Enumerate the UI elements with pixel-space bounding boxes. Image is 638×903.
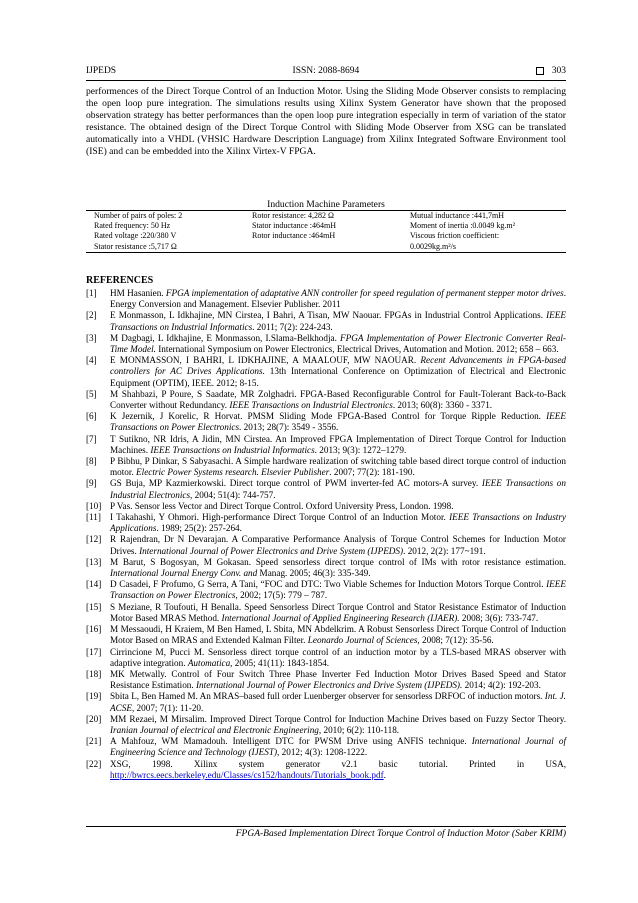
running-header xyxy=(86,66,566,76)
table-row xyxy=(86,242,566,252)
table-cell: Viscous friction coefficient: xyxy=(410,231,500,241)
reference-details: 2004; 51(4): 744-757. xyxy=(192,489,276,500)
reference-text xyxy=(110,478,566,500)
parameters-table xyxy=(86,210,566,253)
reference-italic: Int. J. ACSE xyxy=(110,691,566,713)
reference-item xyxy=(86,478,566,500)
reference-text xyxy=(110,333,566,355)
table-cell: Stator inductance :464mH xyxy=(252,221,336,231)
table-cell: Number of pairs of poles: 2 xyxy=(94,211,183,220)
reference-number: [4] xyxy=(86,355,97,366)
reference-italic: Automatica xyxy=(187,657,231,668)
references-heading: REFERENCES xyxy=(86,275,154,286)
reference-number: [10] xyxy=(86,500,102,511)
reference-number: [16] xyxy=(86,624,102,635)
table-row xyxy=(86,211,566,221)
reference-details: 13th International Conference on Optimization of Electrical and Electronic Equipment (OPTIM), IEEE. 2012; 8-15. xyxy=(110,366,566,388)
table-cell: 0.0029kg.m²/s xyxy=(410,241,456,251)
reference-item xyxy=(86,647,566,669)
table-cell xyxy=(244,242,402,252)
reference-item xyxy=(86,759,566,781)
reference-item xyxy=(86,288,566,310)
reference-number: [13] xyxy=(86,556,102,567)
reference-item xyxy=(86,557,566,579)
reference-text xyxy=(110,512,566,534)
reference-authors-title: P Vas. Sensor less Vector and Direct Torque Control. Oxford University Press, London. 1998. xyxy=(110,500,454,511)
reference-details: Manag. 2005; 46(3): 335-349. xyxy=(257,568,371,579)
reference-number: [8] xyxy=(86,456,97,467)
reference-authors-title: M Barut, S Bogosyan, M Gokasan. Speed sensorless direct torque control of IMs with rotor resistance estimation. xyxy=(110,556,566,567)
reference-details: 2014; 4(2): 192-203. xyxy=(462,680,541,691)
reference-italic: IEEE Transactions on Industrial Informatics xyxy=(110,310,566,332)
reference-details: , 2002; 17(5): 779 – 787. xyxy=(235,590,328,601)
journal-name: IJPEDS xyxy=(86,66,117,76)
footer-rule xyxy=(86,826,566,827)
reference-item xyxy=(86,579,566,601)
reference-italic: Recent Advancements in FPGA-based controllers for AC Drives Applications. xyxy=(110,355,566,377)
reference-italic: International Journal Energy Conv. and xyxy=(110,568,258,579)
reference-details: . 2012, 2(2): 177~191. xyxy=(403,545,486,556)
table-cell: Rated voltage :220/380 V xyxy=(94,231,177,241)
reference-authors-title: MM Rezaei, M Mirsalim. Improved Direct Torque Control for Induction Machine Drives based on Fuzzy Sector Theory. xyxy=(110,713,566,724)
reference-italic: International Journal of Applied Engineering Research (IJAER). xyxy=(221,612,460,623)
table-title: Induction Machine Parameters xyxy=(267,199,385,210)
reference-italic: International Journal of Engineering Science and Technology (IJEST) xyxy=(110,736,566,758)
reference-text xyxy=(110,669,566,691)
reference-text xyxy=(110,501,566,512)
reference-authors-title: E Monmasson, L Idkhajine, MN Cirstea, I Bahri, A Tisan, MW Naouar. FPGAs in Industrial Control Applications. xyxy=(110,310,547,321)
table-row xyxy=(86,221,566,231)
reference-details: , 2005; 41(11): 1843-1854. xyxy=(230,657,330,668)
reference-italic: FPGA Implementation of Power Electronic Converter Real-Time Model. xyxy=(110,332,566,355)
reference-details: . 1989; 25(2): 257-264. xyxy=(156,523,242,534)
reference-authors-title: Cirrincione M, Pucci M. Sensorless direct torque control of an induction motor by a TLS-based MRAS observer with adaptive integration. xyxy=(110,646,566,668)
reference-italic: Leonardo Journal of Sciences xyxy=(307,635,418,646)
reference-details: , 2010; 6(2): 110-118. xyxy=(318,724,400,735)
reference-item xyxy=(86,456,566,478)
table-cell: Rated frequency: 50 Hz xyxy=(94,221,171,231)
reference-italic: FPGA implementation of adaptative ANN controller for speed regulation of permanent stepper motor drives xyxy=(165,288,564,298)
reference-item xyxy=(86,624,566,646)
reference-text xyxy=(110,534,566,556)
reference-number: [9] xyxy=(86,478,97,489)
reference-text xyxy=(110,624,566,646)
page-number: 303 xyxy=(551,66,566,76)
reference-number: [15] xyxy=(86,601,102,612)
running-footer: FPGA-Based Implementation Direct Torque Control of Induction Motor (Saber KRIM) xyxy=(235,829,566,839)
reference-italic: International Journal of Power Electronics and Drive System (IJPEDS) xyxy=(139,545,404,556)
reference-details: , 2007; 7(1): 11-20. xyxy=(131,702,204,713)
reference-authors-title: XSG, 1998. Xilinx system generator v2.1 basic tutorial. Printed in USA, xyxy=(110,758,566,769)
reference-text xyxy=(110,691,566,713)
reference-number: [11] xyxy=(86,512,101,523)
reference-trailing: . xyxy=(383,769,386,780)
issn: ISSN: 2088-8694 xyxy=(292,66,360,76)
reference-authors-title: Sbita L, Ben Hamed M. An MRAS–based full order Luenberger observer for sensorless DRFOC of induction motors. xyxy=(110,691,545,702)
reference-authors-title: A Mahfouz, WM Mamadouh. Intelligent DTC for PWSM Drive using ANFIS technique. xyxy=(110,736,472,747)
reference-number: [7] xyxy=(86,433,97,444)
abstract-paragraph: performences of the Direct Torque Control of an Induction Motor. Using the Sliding Mode Observer consists to remplacing the open loop pure integration. The simulations results using Xilinx System Generator have shown that the proposed observation strategy has better performances than the open loop pure integration especially in term of variation of the stator resistance. The obtained design of the Direct Torque Control with Sliding Mode Observer from XSG can be translated automatically into a VHDL (VHSIC Hardware Description Language) from Xilinx Integrated Software Environment tool (ISE) and can be embedded into the Xilinx Virtex-V FPGA. xyxy=(86,86,566,158)
reference-authors-title: T Sutikno, NR Idris, A Jidin, MN Cirstea. An Improved FPGA Implementation of Direct Torque Control for Induction Machines. xyxy=(110,433,566,455)
reference-authors-title: P Bibhu, P Dinkar, S Sabyasachi. A Simple hardware realization of switching table based direct torque control of induction motor. xyxy=(110,456,566,478)
reference-number: [21] xyxy=(86,736,102,747)
reference-item xyxy=(86,355,566,389)
reference-italic: International Journal of Power Electronics and Drive System (IJPEDS). xyxy=(196,680,463,691)
reference-item xyxy=(86,411,566,433)
reference-details: . 2007; 77(2): 181-190. xyxy=(329,467,415,478)
reference-item xyxy=(86,534,566,556)
reference-details: International Symposium on Power Electronics, Electrical Drives, Automation and Motion. 2012; 658 – 663. xyxy=(155,344,559,355)
reference-text xyxy=(110,602,566,624)
reference-item xyxy=(86,434,566,456)
reference-italic: IEEE Transactions on Industrial Electronics, xyxy=(110,478,566,500)
reference-text xyxy=(110,310,566,332)
reference-details: , 2008; 7(12): 35-56. xyxy=(417,635,494,646)
reference-text xyxy=(110,557,566,579)
reference-italic: IEEE Transactions on Industry Applications xyxy=(110,512,567,534)
reference-text xyxy=(110,389,566,411)
reference-details: . 2013; 9(3): 1272–1279. xyxy=(314,444,407,455)
header-rule xyxy=(86,80,566,81)
reference-number: [2] xyxy=(86,310,97,321)
reference-authors-title: I Takahashi, Y Ohmori. High-performance Direct Torque Control of an Induction Motor. xyxy=(110,512,450,523)
reference-italic: Iranian Journal of electrical and Electronic Engineering xyxy=(110,724,319,735)
reference-text xyxy=(110,714,566,736)
reference-number: [5] xyxy=(86,388,97,399)
reference-number: [12] xyxy=(86,534,102,545)
reference-number: [3] xyxy=(86,332,97,343)
reference-text xyxy=(110,736,566,758)
reference-text xyxy=(110,411,566,433)
reference-item xyxy=(86,736,566,758)
reference-number: [20] xyxy=(86,713,102,724)
reference-link[interactable]: http://bwrcs.eecs.berkeley.edu/Classes/cs152/handouts/Tutorials_book.pdf xyxy=(110,769,384,780)
reference-authors-title: MK Metwally. Control of Four Switch Three Phase Inverter Fed Induction Motor Drives Based Speed and Stator Resistance Estimation. xyxy=(110,668,566,691)
reference-details: . 2013; 60(8): 3360 - 3371. xyxy=(392,400,493,411)
table-row xyxy=(86,231,566,241)
reference-authors-title: R Rajendran, Dr N Devarajan. A Comparative Performance Analysis of Torque Control Schemes for Induction Motor Drives. xyxy=(110,534,566,556)
reference-text xyxy=(110,759,566,781)
reference-item xyxy=(86,389,566,411)
reference-details: 2008; 3(6): 733-747. xyxy=(459,612,539,623)
checkbox-square-icon xyxy=(536,67,544,75)
reference-italic: Electric Power Systems research. Elsevier Publisher xyxy=(136,467,330,478)
reference-text xyxy=(110,579,566,601)
reference-authors-title: M Dagbagi, L Idkhajine, E Monmasson, I.Slama-Belkhodja. xyxy=(110,332,341,343)
reference-item xyxy=(86,691,566,713)
table-cell: Mutual inductance :441,7mH xyxy=(410,211,504,220)
reference-authors-title: D Casadei, F Profumo, G Serra, A Tani, “FOC and DTC: Two Viable Schemes for Induction Motors Torque Control. xyxy=(110,579,547,590)
reference-number: [18] xyxy=(86,668,102,679)
reference-authors-title: E MONMASSON, I BAHRI, L IDKHAJINE, A MAALOUF, MW NAOUAR. xyxy=(110,355,421,366)
reference-number: [6] xyxy=(86,411,97,422)
reference-number: [22] xyxy=(86,758,102,769)
table-cell: Moment of inertia :0.0049 kg.m² xyxy=(410,221,516,231)
reference-authors-title: HM Hasanien. xyxy=(110,288,166,298)
reference-details: . 2013; 28(7): 3549 - 3556. xyxy=(239,422,339,433)
table-cell: Rotor inductance :464mH xyxy=(252,231,336,241)
reference-text xyxy=(110,355,566,389)
reference-italic: IEEE Transactions on Industrial Informatics xyxy=(150,444,315,455)
reference-item xyxy=(86,602,566,624)
reference-item xyxy=(86,501,566,512)
reference-details: , 2012; 4(3): 1208-1222. xyxy=(277,747,368,758)
reference-text xyxy=(110,647,566,669)
reference-number: [1] xyxy=(86,288,97,298)
reference-authors-title: S Meziane, R Toufouti, H Benalla. Speed Sensorless Direct Torque Control and Stator Resistance Estimator of Induction Motor Based MRAS Method. xyxy=(110,601,566,623)
reference-text xyxy=(110,456,566,478)
table-cell: Stator resistance :5,717 Ω xyxy=(94,241,177,251)
reference-details: . 2011; 7(2): 224-243. xyxy=(252,321,333,332)
reference-item xyxy=(86,310,566,332)
reference-item xyxy=(86,669,566,691)
reference-text xyxy=(110,434,566,456)
reference-italic: IEEE Transaction on Power Electronics xyxy=(110,579,566,601)
reference-item xyxy=(86,333,566,355)
reference-italic: IEEE Transactions on Industrial Electronics xyxy=(229,400,393,411)
reference-item xyxy=(86,512,566,534)
reference-number: [14] xyxy=(86,579,102,590)
reference-authors-title: K Jezernik, J Korelic, R Horvat. PMSM Sliding Mode FPGA-Based Control for Torque Ripple Reduction. xyxy=(110,411,547,422)
reference-number: [19] xyxy=(86,691,102,702)
reference-authors-title: M Messaoudi, H Kraiem, M Ben Hamed, L Sbita, MN Abdelkrim. A Robust Sensorless Direct Torque Control of Induction Motor Based on MRAS and Extended Kalman Filter. xyxy=(110,624,566,646)
reference-authors-title: M Shahbazi, P Poure, S Saadate, MR Zolghadri. FPGA-Based Reconfigurable Control for Fault-Tolerant Back-to-Back Converter without Redundancy. xyxy=(110,388,566,411)
reference-italic: IEEE Transactions on Power Electronics xyxy=(110,411,566,433)
reference-details: . Energy Conversion and Management. Elsevier Publisher. 2011 xyxy=(110,288,567,310)
references-list xyxy=(86,288,566,781)
reference-number: [17] xyxy=(86,646,102,657)
table-cell: Rotor resistance: 4,282 Ω xyxy=(252,211,334,220)
reference-item xyxy=(86,714,566,736)
reference-authors-title: GS Buja, MP Kazmierkowski. Direct torque control of PWM inverter-fed AC motors-A survey. xyxy=(110,478,482,489)
reference-text xyxy=(110,288,566,310)
